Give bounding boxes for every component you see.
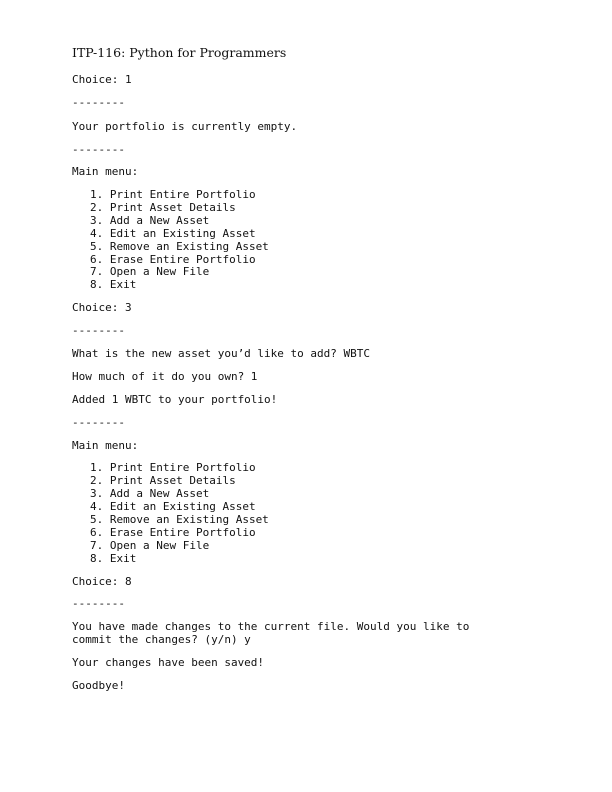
menu-item: 4. Edit an Existing Asset bbox=[90, 500, 256, 513]
menu-item: 5. Remove an Existing Asset bbox=[90, 240, 269, 253]
separator: -------- bbox=[72, 416, 125, 429]
menu-item: 2. Print Asset Details bbox=[90, 474, 236, 487]
empty-portfolio-message: Your portfolio is currently empty. bbox=[72, 120, 298, 133]
menu-item: 7. Open a New File bbox=[90, 265, 210, 278]
menu-item: 8. Exit bbox=[90, 552, 137, 565]
separator: -------- bbox=[72, 96, 125, 109]
menu-item: 1. Print Entire Portfolio bbox=[90, 461, 256, 474]
menu-item: 1. Print Entire Portfolio bbox=[90, 188, 256, 201]
saved-message: Your changes have been saved! bbox=[72, 656, 265, 669]
new-asset-prompt: What is the new asset you’d like to add? WBTC bbox=[72, 347, 371, 360]
menu-item: 4. Edit an Existing Asset bbox=[90, 227, 256, 240]
menu-item: 6. Erase Entire Portfolio bbox=[90, 253, 256, 266]
menu-item: 3. Add a New Asset bbox=[90, 214, 210, 227]
choice-line: Choice: 8 bbox=[72, 575, 132, 588]
menu-item: 5. Remove an Existing Asset bbox=[90, 513, 269, 526]
menu-title: Main menu: bbox=[72, 165, 139, 178]
menu-item: 7. Open a New File bbox=[90, 539, 210, 552]
amount-prompt: How much of it do you own? 1 bbox=[72, 370, 258, 383]
separator: -------- bbox=[72, 324, 125, 337]
choice-line: Choice: 1 bbox=[72, 73, 132, 86]
menu-item: 3. Add a New Asset bbox=[90, 487, 210, 500]
menu-item: 6. Erase Entire Portfolio bbox=[90, 526, 256, 539]
menu-item: 2. Print Asset Details bbox=[90, 201, 236, 214]
separator: -------- bbox=[72, 143, 125, 156]
document-title: ITP-116: Python for Programmers bbox=[72, 45, 287, 60]
menu-item: 8. Exit bbox=[90, 278, 137, 291]
goodbye-message: Goodbye! bbox=[72, 679, 125, 692]
menu-title: Main menu: bbox=[72, 439, 139, 452]
added-message: Added 1 WBTC to your portfolio! bbox=[72, 393, 278, 406]
separator: -------- bbox=[72, 597, 125, 610]
commit-prompt: You have made changes to the current file. Would you like to commit the changes? (y/n) y bbox=[72, 620, 470, 646]
choice-line: Choice: 3 bbox=[72, 301, 132, 314]
